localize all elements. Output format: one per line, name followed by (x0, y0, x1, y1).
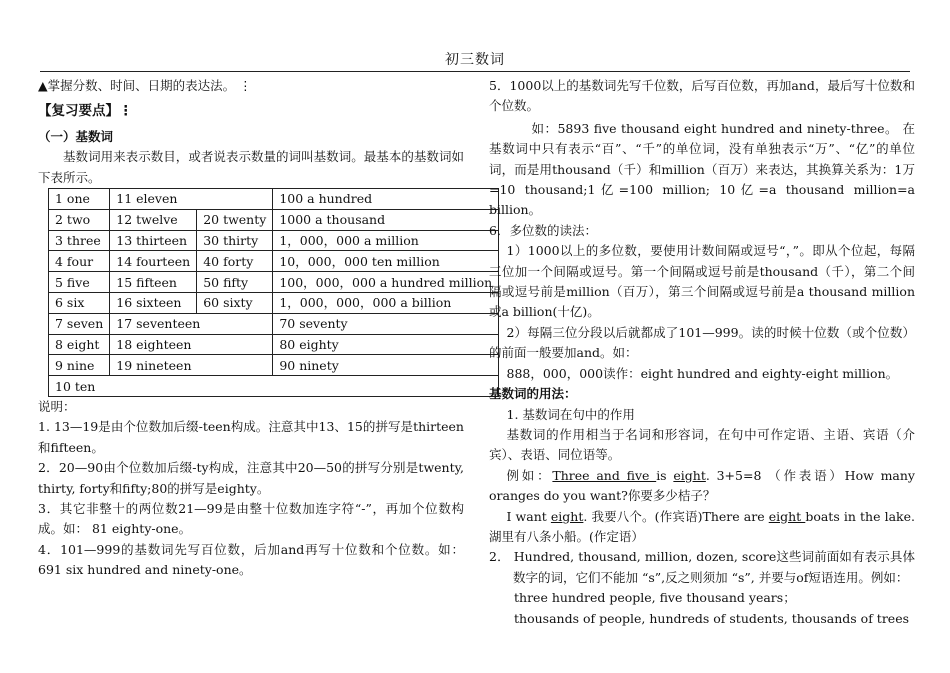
note-4: 4．101—999的基数词先写百位数，后加and再写十位数和个位数。如：691 six hundred and ninety-one。 (38, 541, 464, 578)
note-2: 2．20—90由个位数加后缀-ty构成，注意其中20—50的拼写分别是twenty, thirty, forty和fifty;80的拼写是eighty。 (38, 460, 464, 496)
example-text: I want (506, 508, 551, 524)
cardinal-number-table (48, 188, 499, 397)
table-row (49, 272, 499, 293)
table-row (49, 376, 499, 397)
review-heading: 【复习要点】⋮ (38, 103, 133, 120)
table-cell: 70 seventy (273, 313, 499, 334)
point-5: 5．1000以上的基数词先写千位数，后写百位数，再加and，最后写十位数和个位数。 (489, 78, 915, 114)
table-cell: 100 a hundred (273, 189, 499, 210)
usage-1-text: 基数词的作用相当于名词和形容词，在句中可作定语、主语、宾语（介宾）、表语、同位语等。 (489, 426, 915, 463)
objective-line: ▲掌握分数、时间、日期的表达法。 ⋮ (38, 78, 252, 93)
example-text: is (656, 467, 674, 483)
table-cell: 1000 a thousand (273, 209, 499, 230)
section1-heading: （一）基数词 (38, 128, 114, 144)
example-prefix: 例如： (506, 467, 553, 483)
table-cell: 1，000，000 a million (273, 230, 499, 251)
table-row (49, 189, 499, 210)
table-cell: 16 sixteen (110, 293, 197, 314)
notes-label: 说明： (38, 399, 76, 414)
table-cell: 10 ten (49, 376, 499, 397)
table-cell: 9 nine (49, 355, 110, 376)
table-cell: 18 eighteen (110, 334, 273, 355)
table-cell: 1，000，000，000 a billion (273, 293, 499, 314)
table-cell: 30 thirty (197, 230, 273, 251)
usage-example-2 (489, 507, 915, 548)
underlined-phrase: Three and five (552, 467, 657, 483)
table-cell: 2 two (49, 209, 110, 230)
table-row (49, 293, 499, 314)
usage-2-example-2: thousands of people, hundreds of students, thousands of trees (514, 610, 910, 626)
table-cell: 3 three (49, 230, 110, 251)
table-cell: 1 one (49, 189, 110, 210)
underlined-phrase: eight (550, 508, 584, 524)
intro-paragraph: 基数词用来表示数目，或者说表示数量的词叫基数词。最基本的基数词如下表所示。 (38, 149, 464, 185)
point-5-example: 如：5893 five thousand eight hundred and ninety-three。 在基数词中只有表示“百”、“千”的单位词，没有单独表示“万”、“亿”的单位词，而是用thousand（千）和million（百万）来表达，其换算关系为：1万=10 thousand;1亿=100 million; 10亿=a thousand million=a billion。 (489, 120, 915, 218)
header-rule (40, 71, 910, 72)
usage-1-title: 1. 基数词在句中的作用 (506, 406, 635, 422)
point-6-rule-2: 2）每隔三位分段以后就都成了101—999。读的时候十位数（或个位数）的前面一般要加and。如： (489, 324, 915, 361)
table-cell: 60 sixty (197, 293, 273, 314)
example-text: . 3+5=8 （作表语）How many oranges do you want?你要多少桔子？ (489, 467, 915, 504)
table-cell: 11 eleven (110, 189, 273, 210)
table-cell: 7 seven (49, 313, 110, 334)
table-cell: 90 ninety (273, 355, 499, 376)
left-column (38, 76, 493, 581)
table-cell: 14 fourteen (110, 251, 197, 272)
table-cell: 10，000，000 ten million (273, 251, 499, 272)
table-cell: 19 nineteen (110, 355, 273, 376)
page-title: 初三数词 (445, 52, 505, 68)
table-row (49, 334, 499, 355)
example-text: boats in the lake. 湖里有八条小船。(作定语） (489, 508, 915, 544)
usage-heading: 基数词的用法： (489, 386, 577, 402)
usage-2-example-1: three hundred people, five thousand years； (514, 590, 796, 606)
table-cell: 4 four (49, 251, 110, 272)
table-cell: 80 eighty (273, 334, 499, 355)
point-6-rule-1: 1）1000以上的多位数，要使用计数间隔或逗号“，”。即从个位起，每隔三位加一个间隔或逗号。第一个间隔或逗号前是thousand（千），第二个间隔或逗号前是million（百万），第三个间隔或逗号前是a thousand million或a billion(十亿)。 (489, 243, 915, 320)
note-1: 1. 13—19是由个位数加后缀-teen构成。注意其中13、15的拼写是thirteen和fifteen。 (38, 419, 464, 455)
table-cell: 12 twelve (110, 209, 197, 230)
usage-2: 2． Hundred, thousand, million, dozen, score这些词前面如有表示具体数字的词，它们不能加 “s”,反之则须加 “s”, 并要与of短语连用。例如： (489, 549, 915, 585)
table-row (49, 230, 499, 251)
table-row (49, 209, 499, 230)
table-row (49, 313, 499, 334)
example-text: . 我要八个。(作宾语)There are (583, 508, 769, 524)
table-cell: 6 six (49, 293, 110, 314)
table-cell: 15 fifteen (110, 272, 197, 293)
point-6-example: 888，000，000读作：eight hundred and eighty-eight million。 (506, 365, 899, 381)
table-cell: 13 thirteen (110, 230, 197, 251)
table-row (49, 355, 499, 376)
note-3: 3．其它非整十的两位数21—99是由整十位数加连字符“-”，再加个位数构成。如： 81 eighty-one。 (38, 501, 464, 537)
table-cell: 50 fifty (197, 272, 273, 293)
point-6: 6．多位数的读法： (489, 222, 597, 238)
table-cell: 40 forty (197, 251, 273, 272)
usage-example-1 (489, 466, 915, 507)
underlined-phrase: eight (673, 467, 706, 483)
right-column (489, 76, 915, 629)
table-row (49, 251, 499, 272)
table-cell: 5 five (49, 272, 110, 293)
table-cell: 17 seventeen (110, 313, 273, 334)
underlined-phrase: eight (768, 508, 806, 524)
table-cell: 20 twenty (197, 209, 273, 230)
table-cell: 100，000，000 a hundred million (273, 272, 499, 293)
table-cell: 8 eight (49, 334, 110, 355)
